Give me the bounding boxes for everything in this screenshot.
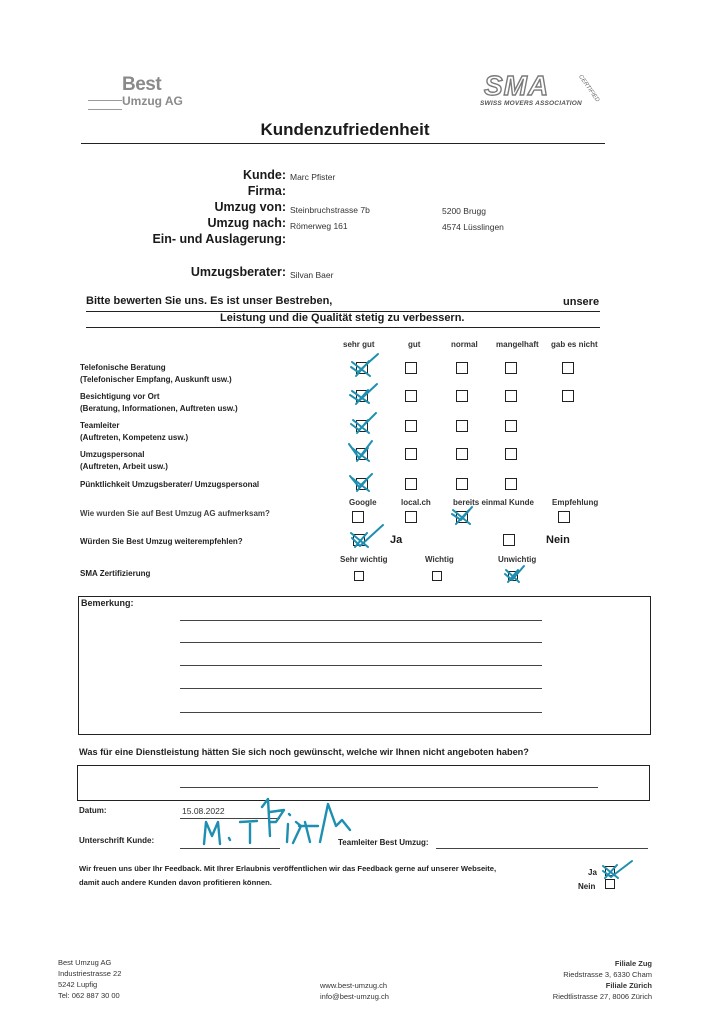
footer-branches (470, 958, 652, 1002)
umzug-von-street: Steinbruchstrasse 7b (290, 205, 370, 215)
footer-company (58, 957, 121, 1001)
branch-zuerich-address: Riedtlistrasse 27, 8006 Zürich (552, 992, 652, 1001)
berater-label: Umzugsberater: (190, 265, 286, 279)
publish-nein-label: Nein (578, 882, 596, 891)
publish-ja-label: Ja (588, 868, 597, 877)
row-label: Umzugspersonal (80, 450, 145, 459)
sma-question-label: SMA Zertifizierung (80, 569, 151, 578)
opt-google: Google (349, 498, 377, 507)
rating-box-r3-mangelhaft[interactable] (505, 420, 517, 432)
recommend-nein-label: Nein (546, 534, 570, 546)
recommend-ja-label: Ja (390, 534, 403, 546)
umzug-nach-label: Umzug nach: (207, 216, 286, 230)
logo-umzug-text: Umzug AG (122, 94, 183, 108)
missing-service-box[interactable] (77, 765, 650, 801)
row-label: Besichtigung vor Ort (80, 392, 160, 401)
opt-localch: local.ch (401, 498, 431, 507)
source-box-localch[interactable] (405, 511, 417, 523)
opt-empfehlung: Empfehlung (552, 498, 599, 507)
row-sublabel: (Auftreten, Arbeit usw.) (80, 462, 168, 471)
sma-box-wichtig[interactable] (432, 571, 442, 581)
signature-scribble (204, 799, 350, 844)
sma-mark: SMA (484, 70, 550, 101)
publish-line2: damit auch andere Kunden davon profitieren können. (79, 878, 272, 887)
best-umzug-logo (88, 74, 198, 114)
source-box-google[interactable] (352, 511, 364, 523)
rating-box-r4-sehr-gut[interactable] (356, 448, 368, 460)
footer-company-city: 5242 Lupfig (58, 980, 98, 989)
source-box-empfehlung[interactable] (558, 511, 570, 523)
logo-best-text: Best (122, 74, 162, 95)
intro-line2: Leistung und die Qualität stetig zu verbessern. (220, 312, 465, 324)
remarks-line-4 (180, 688, 542, 689)
rating-box-r2-mangelhaft[interactable] (505, 390, 517, 402)
row-label: Teamleiter (80, 421, 120, 430)
source-box-bereits-kunde[interactable] (456, 511, 468, 523)
missing-service-question: Was für eine Dienstleistung hätten Sie sich noch gewünscht, welche wir Ihnen nicht angeboten haben? (79, 747, 529, 757)
footer-email[interactable]: info@best-umzug.ch (320, 992, 389, 1001)
umzug-nach-street: Römerweg 161 (290, 221, 348, 231)
remarks-line-5 (180, 712, 542, 713)
footer-company-street: Industriestrasse 22 (58, 969, 122, 978)
footer-company-phone: Tel: 062 887 30 00 (58, 991, 120, 1000)
unterschrift-kunde-label: Unterschrift Kunde: (79, 836, 155, 845)
teamleiter-line (436, 848, 648, 849)
row-besichtigung (80, 391, 238, 415)
remarks-line-2 (180, 642, 542, 643)
rating-box-r5-gut[interactable] (405, 478, 417, 490)
remarks-label: Bemerkung: (81, 598, 134, 608)
row-umzugspersonal (80, 449, 168, 473)
row-puenktlichkeit (80, 479, 259, 491)
teamleiter-label: Teamleiter Best Umzug: (338, 838, 429, 847)
sma-box-sehr-wichtig[interactable] (354, 571, 364, 581)
datum-label: Datum: (79, 806, 107, 815)
opt-wichtig: Wichtig (425, 555, 454, 564)
rating-box-r2-gut[interactable] (405, 390, 417, 402)
remarks-line-1 (180, 620, 542, 621)
rating-box-r3-sehr-gut[interactable] (356, 420, 368, 432)
page-title: Kundenzufriedenheit (260, 120, 430, 139)
footer-web (320, 980, 389, 1002)
berater-value: Silvan Baer (290, 270, 334, 280)
rating-box-r2-sehr-gut[interactable] (356, 390, 368, 402)
row-sublabel: (Beratung, Informationen, Auftreten usw.) (80, 404, 238, 413)
rating-box-r5-normal[interactable] (456, 478, 468, 490)
sma-box-unwichtig[interactable] (508, 571, 518, 581)
recommend-question-label: Würden Sie Best Umzug weiterempfehlen? (80, 537, 243, 546)
rating-box-r1-mangelhaft[interactable] (505, 362, 517, 374)
rating-box-r2-normal[interactable] (456, 390, 468, 402)
datum-value: 15.08.2022 (182, 806, 225, 816)
row-sublabel: (Auftreten, Kompetenz usw.) (80, 433, 189, 442)
publish-box-ja[interactable] (605, 866, 615, 876)
col-gab-es-nicht: gab es nicht (551, 340, 598, 349)
opt-unwichtig: Unwichtig (498, 555, 537, 564)
intro-underline (86, 327, 600, 328)
missing-service-line (180, 787, 598, 788)
publish-line1: Wir freuen uns über Ihr Feedback. Mit Ihrer Erlaubnis veröffentlichen wir das Feedback gerne auf unserer Webseite, (79, 864, 497, 873)
rating-box-r3-normal[interactable] (456, 420, 468, 432)
intro-word-right: unsere (563, 296, 600, 308)
col-sehr-gut: sehr gut (343, 340, 375, 349)
footer-company-name: Best Umzug AG (58, 958, 112, 967)
row-label: Telefonische Beratung (80, 363, 166, 372)
logo-speed-lines (88, 100, 122, 110)
footer-website[interactable]: www.best-umzug.ch (320, 981, 388, 990)
row-sublabel: (Telefonischer Empfang, Auskunft usw.) (80, 375, 232, 384)
umzug-von-city: 5200 Brugg (442, 206, 486, 216)
row-teamleiter (80, 420, 188, 444)
recommend-box-nein[interactable] (503, 534, 515, 546)
col-mangelhaft: mangelhaft (496, 340, 539, 349)
rating-box-r3-gut[interactable] (405, 420, 417, 432)
unterschrift-kunde-line (180, 848, 280, 849)
branch-zuerich-name: Filiale Zürich (605, 981, 652, 990)
branch-zug-address: Riedstrasse 3, 6330 Cham (563, 970, 652, 979)
rating-box-r2-gab-es-nicht[interactable] (562, 390, 574, 402)
rating-box-r1-gab-es-nicht[interactable] (562, 362, 574, 374)
sma-seal-text: CERTIFIED (577, 74, 601, 104)
branch-zug-name: Filiale Zug (614, 959, 652, 968)
rating-box-r4-normal[interactable] (456, 448, 468, 460)
firma-label: Firma: (247, 184, 286, 198)
opt-bereits-kunde: bereits einmal Kunde (453, 498, 534, 507)
rating-box-r1-normal[interactable] (456, 362, 468, 374)
publish-box-nein[interactable] (605, 879, 615, 889)
sma-logo (478, 70, 608, 112)
rating-box-r1-gut[interactable] (405, 362, 417, 374)
rating-box-r1-sehr-gut[interactable] (356, 362, 368, 374)
datum-line (180, 818, 280, 819)
sma-subtitle: SWISS MOVERS ASSOCIATION (480, 100, 582, 107)
title-underline (81, 143, 605, 144)
kunde-value: Marc Pfister (290, 172, 336, 182)
recommend-box-ja[interactable] (353, 534, 365, 546)
row-telefonische-beratung (80, 362, 232, 386)
kunde-label: Kunde: (242, 168, 286, 182)
umzug-nach-city: 4574 Lüsslingen (442, 222, 504, 232)
lagerung-label: Ein- und Auslagerung: (152, 232, 286, 246)
source-question-label: Wie wurden Sie auf Best Umzug AG aufmerksam? (80, 509, 270, 518)
row-label: Pünktlichkeit Umzugsberater/ Umzugspersonal (80, 480, 260, 489)
umzug-von-label: Umzug von: (214, 200, 286, 214)
remarks-line-3 (180, 665, 542, 666)
opt-sehr-wichtig: Sehr wichtig (340, 555, 388, 564)
rating-box-r5-mangelhaft[interactable] (505, 478, 517, 490)
intro-line1: Bitte bewerten Sie uns. Es ist unser Bestreben, (86, 295, 333, 307)
rating-box-r4-gut[interactable] (405, 448, 417, 460)
col-normal: normal (451, 340, 478, 349)
rating-box-r4-mangelhaft[interactable] (505, 448, 517, 460)
rating-box-r5-sehr-gut[interactable] (356, 478, 368, 490)
col-gut: gut (408, 340, 421, 349)
